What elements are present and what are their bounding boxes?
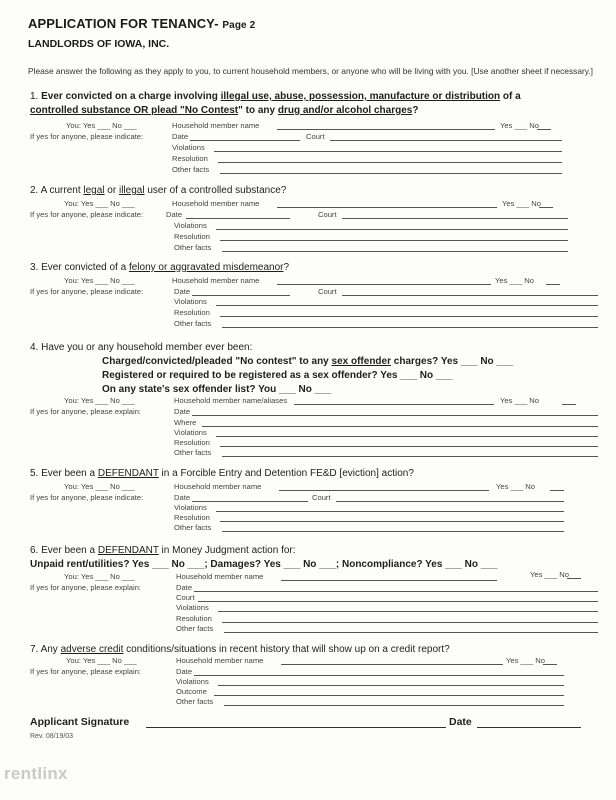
question-4: 4. Have you or any household member ever been: (30, 342, 253, 353)
q3-violations-label: Violations (174, 297, 207, 306)
q4-where-field[interactable] (202, 426, 598, 427)
q5-date-field[interactable] (192, 501, 308, 502)
rentlinx-watermark: rentlinx (4, 764, 68, 783)
q3-member-label: Household member name (172, 276, 260, 285)
q1-court-field[interactable] (330, 140, 562, 141)
q4-other-facts-field[interactable] (222, 456, 598, 457)
q1-court-label: Court (306, 132, 325, 141)
q5-court-label: Court (312, 493, 331, 502)
q1-other-facts-label: Other facts (172, 165, 210, 174)
q6-resolution-field[interactable] (222, 622, 598, 623)
q1-date-label: Date (172, 132, 189, 141)
signature-date-label: Date (449, 716, 472, 728)
q3-you-yes-no: You: Yes ___ No ___ (64, 276, 135, 285)
q6-violations-field[interactable] (218, 611, 598, 612)
q4-resolution-label: Resolution (174, 438, 210, 447)
q2-member-label: Household member name (172, 199, 260, 208)
q4-you-yes-no: You: Yes ___ No ___ (64, 396, 135, 405)
q7-member-label: Household member name (176, 656, 264, 665)
q5-if-yes: If yes for anyone, please indicate: (30, 493, 144, 502)
question-4-registered: Registered or required to be registered as a sex offender? Yes ___ No ___ (102, 370, 453, 381)
q6-court-label: Court (176, 593, 195, 602)
q5-member-label: Household member name (174, 482, 262, 491)
q2-no-blank[interactable] (539, 207, 553, 208)
question-1-line-2: controlled substance OR plead "No Contest" to any drug and/or alcohol charges? (30, 105, 419, 116)
q7-outcome-field[interactable] (214, 695, 564, 696)
q2-other-facts-field[interactable] (222, 251, 568, 252)
q4-other-facts-label: Other facts (174, 448, 212, 457)
q2-violations-field[interactable] (216, 229, 568, 230)
q7-other-facts-field[interactable] (224, 705, 564, 706)
q2-other-facts-label: Other facts (174, 243, 212, 252)
q1-date-field[interactable] (190, 140, 300, 141)
applicant-signature-label: Applicant Signature (30, 716, 130, 728)
q2-court-label: Court (318, 210, 337, 219)
form-title: APPLICATION FOR TENANCY- Page 2 (28, 16, 256, 31)
q6-date-label: Date (176, 583, 193, 592)
q2-date-field[interactable] (186, 218, 290, 219)
q6-member-field[interactable] (281, 580, 497, 581)
q6-yes-no: Yes ___ No (530, 570, 569, 579)
q1-violations-field[interactable] (214, 151, 562, 152)
q6-resolution-label: Resolution (176, 614, 212, 623)
q3-other-facts-label: Other facts (174, 319, 212, 328)
q6-member-label: Household member name (176, 572, 264, 581)
q1-yes-no: Yes ___ No (500, 121, 539, 130)
q3-if-yes: If yes for anyone, please indicate: (30, 287, 144, 296)
q4-member-label: Household member name/aliases (174, 396, 288, 405)
q6-violations-label: Violations (176, 603, 209, 612)
q1-resolution-label: Resolution (172, 154, 208, 163)
q1-member-field[interactable] (277, 129, 495, 130)
q6-court-field[interactable] (198, 601, 598, 602)
q3-court-field[interactable] (342, 295, 598, 296)
q5-resolution-field[interactable] (220, 521, 564, 522)
q3-other-facts-field[interactable] (222, 327, 598, 328)
q5-member-field[interactable] (279, 490, 489, 491)
q5-resolution-label: Resolution (174, 513, 210, 522)
question-7: 7. Any adverse credit conditions/situations in recent history that will show up on a credit report? (30, 644, 450, 655)
q2-court-field[interactable] (342, 218, 568, 219)
q4-yes-no: Yes ___ No (500, 396, 539, 405)
q7-violations-label: Violations (176, 677, 209, 686)
q5-date-label: Date (174, 493, 191, 502)
q6-other-facts-field[interactable] (224, 632, 598, 633)
q2-you-yes-no: You: Yes ___ No ___ (64, 199, 135, 208)
q4-date-label: Date (174, 407, 191, 416)
question-2: 2. A current legal or illegal user of a controlled substance? (30, 185, 287, 196)
q3-date-field[interactable] (192, 295, 290, 296)
q4-date-field[interactable] (192, 415, 598, 416)
q4-if-yes: If yes for anyone, please explain: (30, 407, 142, 416)
q2-resolution-label: Resolution (174, 232, 210, 241)
signature-date-field[interactable] (477, 727, 581, 728)
question-6-judgment-types: Unpaid rent/utilities? Yes ___ No ___; Damages? Yes ___ No ___; Noncompliance? Yes ___ No ___ (30, 559, 498, 570)
q4-violations-field[interactable] (216, 436, 598, 437)
q4-violations-label: Violations (174, 428, 207, 437)
q6-if-yes: If yes for anyone, please explain: (30, 583, 142, 592)
q5-violations-field[interactable] (216, 511, 564, 512)
q4-resolution-field[interactable] (220, 446, 598, 447)
q1-no-blank[interactable] (537, 129, 551, 130)
applicant-signature-field[interactable] (146, 727, 446, 728)
q3-member-field[interactable] (277, 284, 491, 285)
q2-resolution-field[interactable] (220, 240, 568, 241)
q2-yes-no: Yes ___ No (502, 199, 541, 208)
q3-resolution-field[interactable] (220, 316, 598, 317)
question-1: 1. Ever convicted on a charge involving illegal use, abuse, possession, manufacture or distribution of a (30, 91, 521, 102)
q7-date-field[interactable] (194, 675, 564, 676)
q5-yes-no: Yes ___ No (496, 482, 535, 491)
q7-other-facts-label: Other facts (176, 697, 214, 706)
q3-court-label: Court (318, 287, 337, 296)
q6-no-blank[interactable] (567, 578, 581, 579)
question-3: 3. Ever convicted of a felony or aggravated misdemeanor? (30, 262, 290, 273)
q3-date-label: Date (174, 287, 191, 296)
q1-you-yes-no: You: Yes ___ No ___ (66, 121, 137, 130)
q5-other-facts-field[interactable] (222, 531, 564, 532)
revision-date: Rev. 08/19/03 (30, 733, 74, 740)
q3-resolution-label: Resolution (174, 308, 210, 317)
q1-resolution-field[interactable] (218, 162, 562, 163)
q7-violations-field[interactable] (218, 685, 564, 686)
q3-no-blank[interactable] (546, 284, 560, 285)
question-4-sex-offender-charges: Charged/convicted/pleaded "No contest" to any sex offender charges? Yes ___ No ___ (102, 356, 514, 367)
q5-no-blank[interactable] (550, 490, 564, 491)
q1-if-yes: If yes for anyone, please indicate: (30, 132, 144, 141)
q7-you-yes-no: You: Yes ___ No ___ (66, 656, 137, 665)
q4-no-blank[interactable] (562, 404, 576, 405)
q6-date-field[interactable] (194, 591, 598, 592)
q3-yes-no: Yes ___ No (495, 276, 534, 285)
q2-violations-label: Violations (174, 221, 207, 230)
question-5: 5. Ever been a DEFENDANT in a Forcible Entry and Detention FE&D [eviction] action? (30, 468, 414, 479)
q4-member-field[interactable] (294, 404, 494, 405)
q5-violations-label: Violations (174, 503, 207, 512)
q1-other-facts-field[interactable] (220, 173, 562, 174)
q3-violations-field[interactable] (216, 305, 598, 306)
q2-if-yes: If yes for anyone, please indicate: (30, 210, 144, 219)
q2-member-field[interactable] (277, 207, 497, 208)
q5-other-facts-label: Other facts (174, 523, 212, 532)
page-label: Page 2 (222, 20, 256, 31)
q7-outcome-label: Outcome (176, 687, 207, 696)
company-name: LANDLORDS OF IOWA, INC. (28, 38, 170, 50)
q4-where-label: Where (174, 418, 197, 427)
q1-member-label: Household member name (172, 121, 260, 130)
question-4-state-list: On any state's sex offender list? You ___ No ___ (102, 384, 332, 395)
question-6: 6. Ever been a DEFENDANT in Money Judgment action for: (30, 545, 296, 556)
q7-member-field[interactable] (281, 664, 503, 665)
q7-no-blank[interactable] (543, 664, 557, 665)
q5-you-yes-no: You: Yes ___ No ___ (64, 482, 135, 491)
intro-text: Please answer the following as they apply to you, to current household members, or anyone who will be living with you. [Use another sheet if necessary.] (28, 66, 593, 76)
q6-other-facts-label: Other facts (176, 624, 214, 633)
q2-date-label: Date (166, 210, 183, 219)
q5-court-field[interactable] (336, 501, 564, 502)
q7-if-yes: If yes for anyone, please explain: (30, 667, 142, 676)
q1-violations-label: Violations (172, 143, 205, 152)
q7-yes-no: Yes ___ No (506, 656, 545, 665)
q6-you-yes-no: You: Yes ___ No ___ (64, 572, 135, 581)
q7-date-label: Date (176, 667, 193, 676)
